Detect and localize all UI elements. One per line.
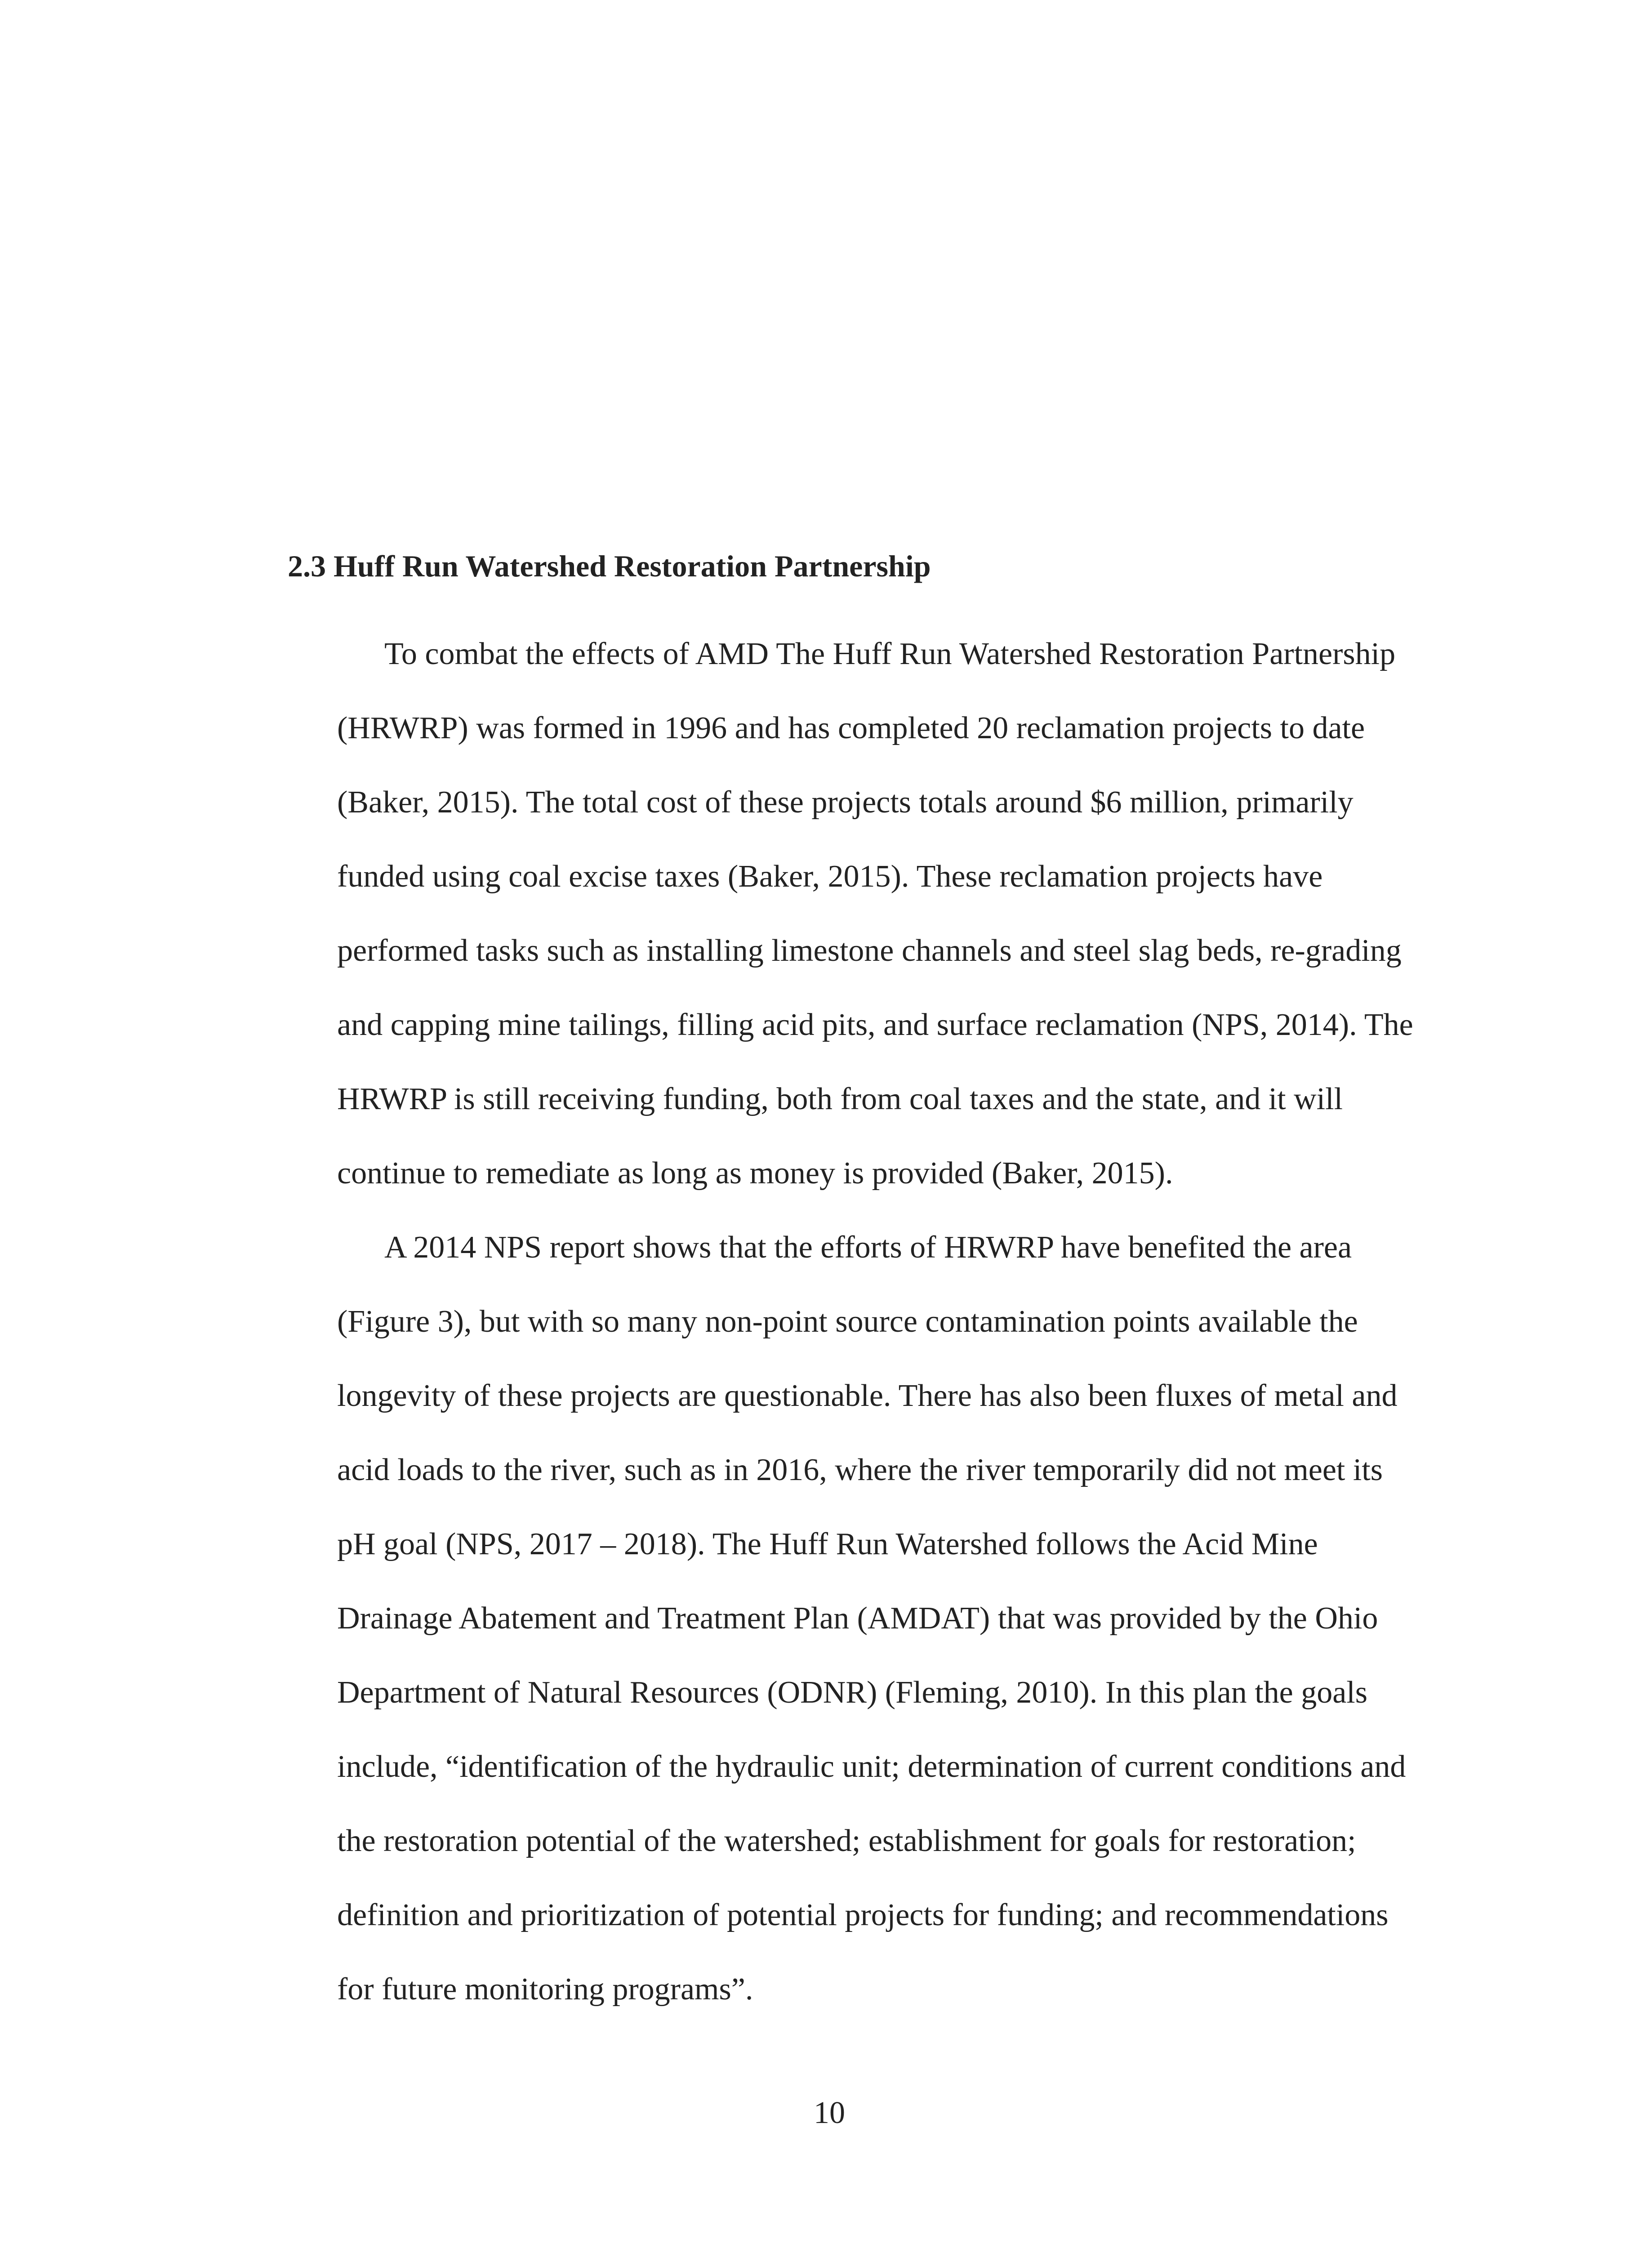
paragraph-1-line-7: HRWRP is still receiving funding, both from coal taxes and the state, and it will	[337, 1082, 1343, 1116]
paragraph-2-line-9: the restoration potential of the watershed; establishment for goals for restoration;	[337, 1824, 1356, 1858]
paragraph-2-line-3: longevity of these projects are questionable. There has also been fluxes of metal and	[337, 1378, 1398, 1413]
paragraph-2-line-1: A 2014 NPS report shows that the efforts of HRWRP have benefited the area	[384, 1230, 1352, 1265]
paragraph-1-line-8: continue to remediate as long as money is provided (Baker, 2015).	[337, 1156, 1173, 1191]
paragraph-2-line-4: acid loads to the river, such as in 2016, where the river temporarily did not meet its	[337, 1453, 1383, 1487]
paragraph-2-line-11: for future monitoring programs”.	[337, 1972, 753, 2007]
paragraph-2-line-5: pH goal (NPS, 2017 – 2018). The Huff Run Watershed follows the Acid Mine	[337, 1527, 1318, 1561]
paragraph-2-line-8: include, “identification of the hydraulic unit; determination of current conditions and	[337, 1749, 1406, 1784]
paragraph-1-line-3: (Baker, 2015). The total cost of these projects totals around $6 million, primarily	[337, 785, 1354, 820]
paragraph-2-line-7: Department of Natural Resources (ODNR) (Fleming, 2010). In this plan the goals	[337, 1675, 1367, 1710]
section-heading: 2.3 Huff Run Watershed Restoration Partnership	[288, 549, 931, 583]
paragraph-1-line-6: and capping mine tailings, filling acid pits, and surface reclamation (NPS, 2014). The	[337, 1008, 1413, 1042]
paragraph-1-line-2: (HRWRP) was formed in 1996 and has completed 20 reclamation projects to date	[337, 711, 1365, 745]
paragraph-2-line-6: Drainage Abatement and Treatment Plan (AMDAT) that was provided by the Ohio	[337, 1601, 1378, 1636]
paragraph-1-line-4: funded using coal excise taxes (Baker, 2015). These reclamation projects have	[337, 859, 1323, 894]
paragraph-2-line-2: (Figure 3), but with so many non-point source contamination points available the	[337, 1304, 1358, 1339]
paragraph-1-line-5: performed tasks such as installing limestone channels and steel slag beds, re-grading	[337, 933, 1402, 968]
paragraph-1-line-1: To combat the effects of AMD The Huff Run Watershed Restoration Partnership	[384, 637, 1396, 671]
page-number: 10	[814, 2096, 845, 2130]
paragraph-2-line-10: definition and prioritization of potential projects for funding; and recommendations	[337, 1898, 1389, 1932]
